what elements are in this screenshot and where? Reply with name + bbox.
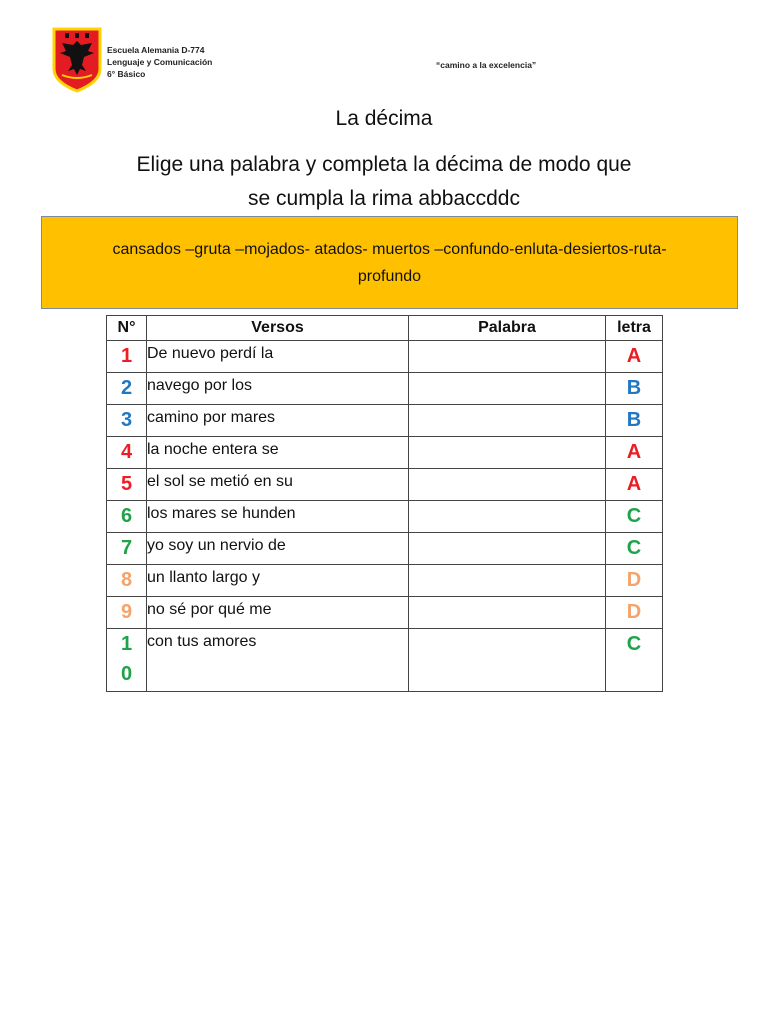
verse-text: con tus amores <box>147 629 409 692</box>
verse-text: un llanto largo y <box>147 565 409 597</box>
rhyme-letter: A <box>606 469 663 501</box>
verse-number: 7 <box>107 533 147 565</box>
rhyme-letter: C <box>606 629 663 692</box>
verse-number <box>107 629 147 692</box>
header-verses: Versos <box>147 316 409 341</box>
school-name: Escuela Alemania D-774 <box>107 45 205 55</box>
verse-text: yo soy un nervio de <box>147 533 409 565</box>
table-row <box>107 533 663 565</box>
instruction-text <box>0 148 768 216</box>
rhyme-letter: D <box>606 597 663 629</box>
header-word: Palabra <box>409 316 606 341</box>
table-row <box>107 341 663 373</box>
word-answer-cell[interactable] <box>409 565 606 597</box>
word-bank-line-1: cansados –gruta –mojados- atados- muertos –confundo-enluta-desiertos-ruta- <box>112 240 667 258</box>
school-info <box>107 44 212 80</box>
table-row <box>107 373 663 405</box>
table-header-row <box>107 316 663 341</box>
rhyme-letter: B <box>606 405 663 437</box>
verse-text: la noche entera se <box>147 437 409 469</box>
verse-number-digit-2: 0 <box>120 663 133 685</box>
word-answer-cell[interactable] <box>409 373 606 405</box>
verse-text: no sé por qué me <box>147 597 409 629</box>
school-motto: “camino a la excelencia” <box>436 60 537 70</box>
school-shield-logo <box>52 27 102 93</box>
table-row <box>107 629 663 692</box>
verse-text: navego por los <box>147 373 409 405</box>
table-row <box>107 469 663 501</box>
word-bank-box <box>41 216 738 309</box>
rhyme-letter: A <box>606 341 663 373</box>
verse-number: 2 <box>107 373 147 405</box>
verse-number: 1 <box>107 341 147 373</box>
word-answer-cell[interactable] <box>409 501 606 533</box>
table-row <box>107 597 663 629</box>
word-answer-cell[interactable] <box>409 597 606 629</box>
instruction-line-2: se cumpla la rima abbaccddc <box>248 187 520 210</box>
table-row <box>107 405 663 437</box>
verse-text: De nuevo perdí la <box>147 341 409 373</box>
verse-number: 6 <box>107 501 147 533</box>
word-bank-line-2: profundo <box>357 267 422 285</box>
page-title: La décima <box>335 107 433 130</box>
instruction-line-1: Elige una palabra y completa la décima de modo que <box>136 153 632 176</box>
word-answer-cell[interactable] <box>409 341 606 373</box>
verse-text: el sol se metió en su <box>147 469 409 501</box>
verses-table <box>106 315 663 692</box>
verse-text: los mares se hunden <box>147 501 409 533</box>
verse-text: camino por mares <box>147 405 409 437</box>
grade-level: 6° Básico <box>107 69 146 79</box>
table-row <box>107 501 663 533</box>
verse-number: 9 <box>107 597 147 629</box>
header-number: N° <box>107 316 147 341</box>
rhyme-letter: B <box>606 373 663 405</box>
word-answer-cell[interactable] <box>409 533 606 565</box>
rhyme-letter: D <box>606 565 663 597</box>
verse-number: 4 <box>107 437 147 469</box>
word-answer-cell[interactable] <box>409 469 606 501</box>
word-answer-cell[interactable] <box>409 629 606 692</box>
rhyme-letter: C <box>606 533 663 565</box>
verse-number: 8 <box>107 565 147 597</box>
word-answer-cell[interactable] <box>409 405 606 437</box>
word-answer-cell[interactable] <box>409 437 606 469</box>
verse-number: 3 <box>107 405 147 437</box>
rhyme-letter: A <box>606 437 663 469</box>
table-row <box>107 437 663 469</box>
verse-number-digit-1: 1 <box>120 633 133 655</box>
rhyme-letter: C <box>606 501 663 533</box>
header-letter: letra <box>606 316 663 341</box>
table-row <box>107 565 663 597</box>
verse-number: 5 <box>107 469 147 501</box>
subject-name: Lenguaje y Comunicación <box>107 57 213 67</box>
